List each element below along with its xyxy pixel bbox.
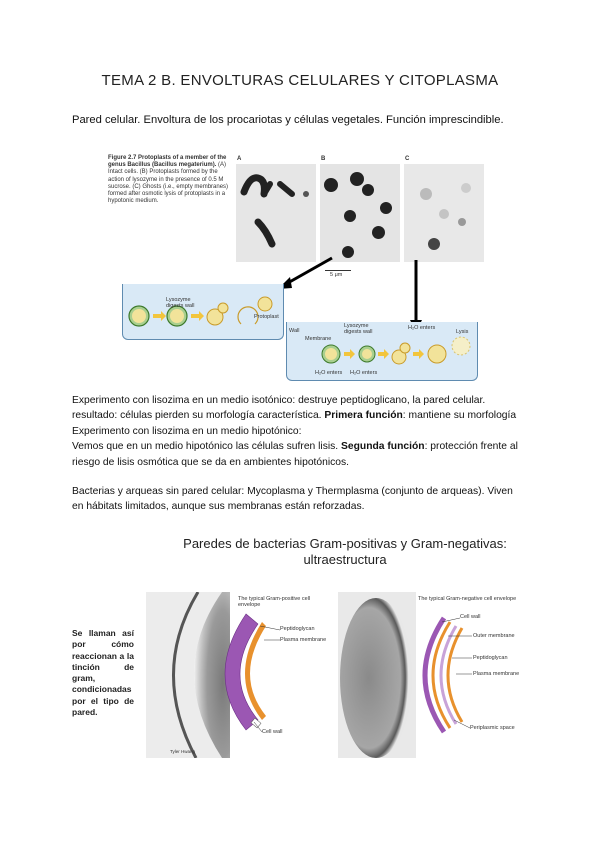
gram-negative-figure bbox=[338, 592, 532, 758]
protoplast-dot bbox=[350, 172, 364, 186]
gn-outer-membrane-label: Outer membrane bbox=[473, 633, 515, 639]
figure-caption-bold: Figure 2.7 Protoplasts of a member of the genus Bacillus (Bacillus megaterium). bbox=[108, 155, 227, 169]
gp-plasma-membrane-label: Plasma membrane bbox=[280, 637, 327, 643]
panel-label-a: A bbox=[237, 156, 242, 162]
page-title: TEMA 2 B. ENVOLTURAS CELULARES Y CITOPLASMA bbox=[101, 72, 499, 89]
wall-label: Wall bbox=[289, 328, 300, 334]
body-line: riesgo de lisis osmótica que se da en ambientes hipotónicos. bbox=[72, 456, 350, 468]
section-title-line: ultraestructura bbox=[303, 552, 387, 567]
mycoplasma-paragraph bbox=[72, 484, 532, 515]
protoplast-dot bbox=[344, 210, 356, 222]
body-line: resultado: células pierden su morfología característica. Primera función: mantiene su morfología bbox=[72, 410, 517, 422]
protoplast-dot bbox=[380, 202, 392, 214]
body-line: Experimento con lisozima en un medio hipotónico: bbox=[72, 425, 302, 437]
membrane-label: Membrane bbox=[305, 336, 332, 342]
panel-label-c: C bbox=[405, 156, 410, 162]
intro-text: Pared celular. Envoltura de los procariotas y células vegetales. Función imprescindible. bbox=[72, 114, 504, 126]
lysozyme-label-right: Lysozyme digests wall bbox=[344, 323, 373, 335]
gram-side-note: Se llaman así por cómo reaccionan a la tinción de gram, condicionadas por el tipo de pared. bbox=[72, 628, 134, 718]
first-function-label: Primera función bbox=[324, 410, 403, 422]
h2o-enters-label-2: H₂O enters bbox=[315, 370, 343, 376]
gram-positive-figure bbox=[146, 592, 330, 758]
isotonic-diagram bbox=[122, 284, 284, 340]
body-line: Vemos que en un medio hipotónico las células sufren lisis. Segunda función: protección frente al bbox=[72, 441, 518, 453]
body-line: Experimento con lisozima en un medio isotónico: destruye peptidoglicano, la pared celular. bbox=[72, 395, 486, 406]
protoplast-dot bbox=[362, 184, 374, 196]
protoplast-dot bbox=[324, 178, 338, 192]
section-title-line: Paredes de bacterias Gram-positivas y Gram-negativas: bbox=[183, 536, 507, 551]
gp-peptidoglycan-label: Peptidoglycan bbox=[280, 626, 315, 632]
gn-cell-wall-label: Cell wall bbox=[460, 614, 481, 620]
panel-label-b: B bbox=[321, 156, 326, 162]
lysozyme-label-left: Lysozyme digests wall bbox=[166, 297, 195, 309]
arrow-left bbox=[286, 258, 332, 284]
figure-caption bbox=[108, 155, 233, 205]
gram-positive-heading: The typical Gram-positive cell envelope bbox=[238, 596, 311, 608]
h2o-enters-label: H₂O enters bbox=[408, 325, 436, 331]
figure-caption-rest: (A) Intact cells. (B) Protoplasts formed by the action of lysozyme in the presence of 0.5 M sucrose. (C) Ghosts (i.e., empty membranes) formed after osmotic lysis of protoplasts in a hypotonic medium. bbox=[108, 162, 229, 205]
gram-negative-heading: The typical Gram-negative cell envelope bbox=[418, 596, 517, 602]
body-line: en hábitats limitados, aunque sus membranas están reforzadas. bbox=[72, 501, 365, 513]
gp-cell-wall-label: Cell wall bbox=[262, 729, 283, 735]
scale-bar-label: 5 μm bbox=[330, 272, 343, 278]
gn-plasma-membrane-label: Plasma membrane bbox=[473, 671, 520, 677]
second-function-label: Segunda función bbox=[341, 441, 425, 453]
section-title bbox=[170, 536, 520, 568]
gram-positive-drawing bbox=[146, 592, 330, 758]
protoplast-label: Protoplast bbox=[254, 314, 279, 320]
protoplast-dot bbox=[372, 226, 385, 239]
experiment-paragraph bbox=[72, 393, 532, 470]
h2o-enters-label-3: H₂O enters bbox=[350, 370, 378, 376]
gn-peptidoglycan-label: Peptidoglycan bbox=[473, 655, 508, 661]
gn-periplasmic-space-label: Periplasmic space bbox=[470, 725, 515, 731]
body-line: Bacterias y arqueas sin pared celular: Mycoplasma y Thermplasma (conjunto de arqueas). Viven bbox=[72, 486, 513, 497]
gp-footnote: Tyler Hwang bbox=[170, 749, 196, 754]
isotonic-drawing bbox=[123, 284, 283, 339]
lysis-label: Lysis bbox=[456, 329, 469, 335]
